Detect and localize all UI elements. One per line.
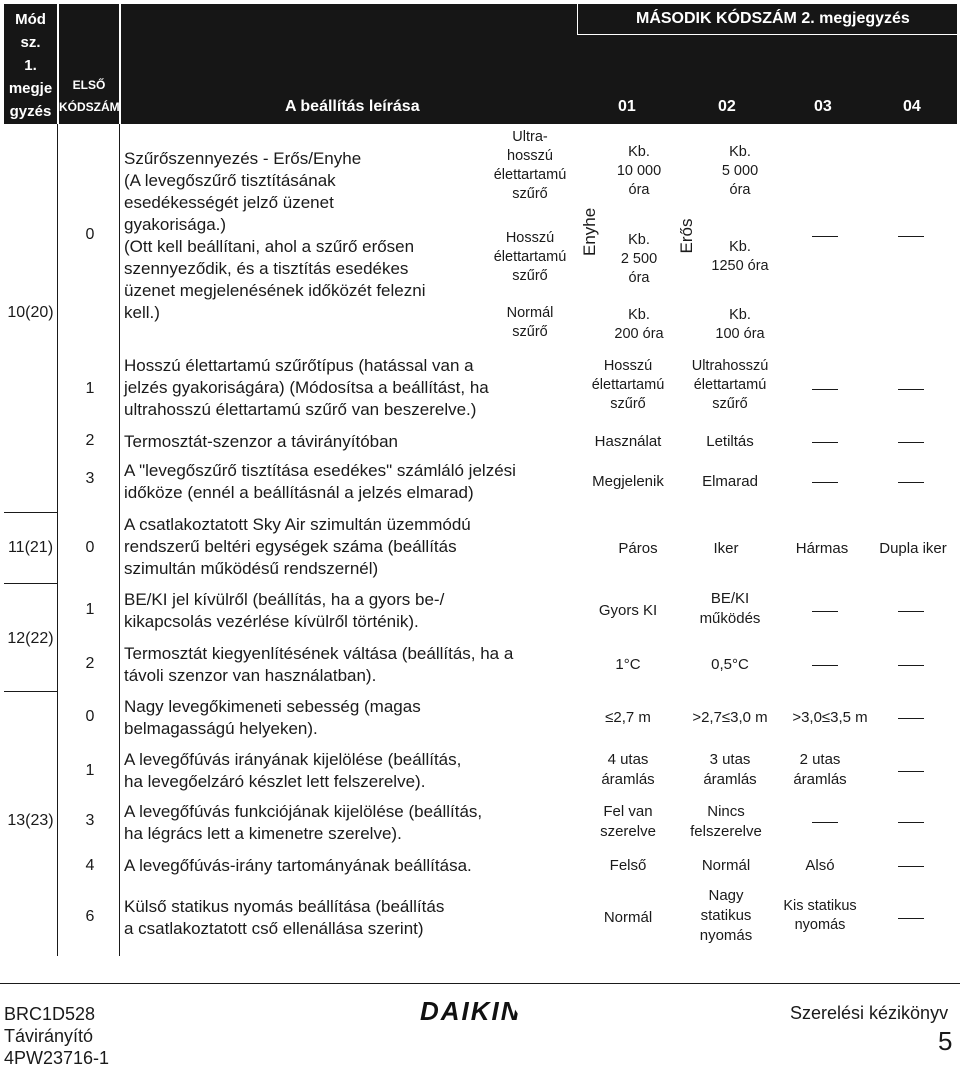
high-air-speed-opt-01: ≤2,7 m [605,709,651,726]
code-0: 0 [85,226,95,243]
thermostat-sensor-opt-01: Használat [594,433,662,450]
daikin-logo-icon [510,1002,534,1020]
high-air-speed-description: Nagy levegőkimeneti sebesség (magas belmagasságú helyeken). [124,697,421,738]
on-off-opt-02: BE/KI működés [699,590,761,627]
static-pressure-opt-03: Kis statikus nyomás [783,898,857,933]
air-range-opt-03: Alsó [805,857,835,874]
thermostat-sensor-description: Termosztát-szenzor a távirányítóban [124,432,399,451]
on-off-signal-description: BE/KI jel kívülről (beállítás, ha a gyors be-/ kikapcsolás vezérlése kívülről történik). [124,590,445,631]
sky-air-units-description: A csatlakoztatott Sky Air szimultán üzemmódú rendszerű beltéri egységek száma (beállítás szimultán működésű rendszernél) [124,515,471,578]
mild-label: Enyhe [580,207,599,256]
header-col-02: 02 [718,98,736,115]
footer-manual-title: Szerelési kézikönyv [790,1003,949,1023]
sky-air-opt-03: Hármas [795,540,849,557]
thermostat-offset-opt-02: 0,5°C [711,656,749,673]
footer-page-number: 5 [938,1026,953,1056]
static-pressure-opt-01: Normál [603,909,653,926]
thermostat-offset-description: Termosztát kiegyenlítésének váltása (beállítás, ha a távoli szenzor van használatban). [124,644,514,685]
thermostat-offset-opt-01: 1°C [615,656,641,673]
code-2: 2 [85,432,95,449]
code-2-r7: 2 [85,655,95,672]
strong-label: Erős [677,218,696,254]
air-direction-opt-03: 2 utas áramlás [793,751,847,788]
mild-hours-1: Kb. 10 000 óra [616,144,662,198]
thermostat-sensor-opt-02: Letiltás [706,433,754,450]
header-mode-label: Mód sz. 1. megje gyzés [8,11,53,120]
static-pressure-opt-02: Nagy statikus nyomás [699,887,753,944]
air-function-opt-01: Fel van szerelve [600,803,656,840]
high-air-speed-opt-03: >3,0≤3,5 m [792,709,868,726]
air-direction-opt-02: 3 utas áramlás [703,751,757,788]
strong-hours-1: Kb. 5 000 óra [721,144,759,198]
filter-type-ultra: Ultra- hosszú élettartamú szűrő [493,129,567,202]
air-direction-description: A levegőfúvás irányának kijelölése (beállítás, ha levegőelzáró készlet lett felszerelve). [124,750,462,791]
air-range-opt-01: Felső [609,857,647,874]
air-range-opt-02: Normál [701,857,751,874]
filter-type-long: Hosszú élettartamú szűrő [493,230,567,284]
strong-hours-3: Kb. 100 óra [715,307,765,342]
filter-counter-description: A "levegőszűrő tisztítása esedékes" számláló jelzési időköze (ennél a beállításnál a jelzés elmarad) [124,461,516,502]
code-0-r8: 0 [85,708,95,725]
mode-13-23: 13(23) [7,812,54,829]
mild-hours-3: Kb. 200 óra [614,307,664,342]
mild-hours-2: Kb. 2 500 óra [620,232,658,286]
code-1-r6: 1 [85,601,95,618]
strong-hours-2: Kb. 1250 óra [711,239,769,274]
long-filter-opt-02: Ultrahosszú élettartamú szűrő [691,358,769,412]
header-description-label: A beállítás leírása [285,98,420,115]
mode-11-21: 11(21) [7,539,54,556]
footer-model: BRC1D528 [4,1004,96,1024]
sky-air-opt-04: Dupla iker [879,540,947,557]
mode-10-20: 10(20) [7,304,54,321]
code-0-r5: 0 [85,539,95,556]
air-direction-opt-01: 4 utas áramlás [601,751,655,788]
header-col-03: 03 [814,98,832,115]
code-1-r9: 1 [85,762,95,779]
filter-type-normal: Normál szűrő [506,305,554,340]
filter-counter-opt-01: Megjelenik [592,473,664,490]
air-function-description: A levegőfúvás funkciójának kijelölése (beállítás, ha légrács lett a kimenetre szerelve). [124,802,483,843]
code-1: 1 [85,380,95,397]
filter-dirt-description: Szűrőszennyezés - Erős/Enyhe (A levegőszűrő tisztításának esedékességét jelző üzenet gyakorisága.) (Ott kell beállítani, ahol a szűrő erősen szennyeződik, és a tisztítás esedékes üzenet megjelenésének időközét felezni kell.) [124,149,426,322]
mode-12-22: 12(22) [7,630,54,647]
sky-air-opt-02: Iker [713,540,739,557]
footer-doc-number: 4PW23716-1 [4,1048,110,1068]
header-col-04: 04 [903,98,921,115]
code-6-r12: 6 [85,908,95,925]
long-filter-opt-01: Hosszú élettartamú szűrő [591,358,665,412]
code-4-r11: 4 [85,857,95,874]
header-second-code-label: MÁSODIK KÓDSZÁM 2. megjegyzés [636,10,910,27]
filter-counter-opt-02: Elmarad [702,473,758,490]
header-first-code-label: ELSŐ KÓDSZÁM [59,78,120,114]
code-3: 3 [85,470,95,487]
brand-name: DAIKIN [420,996,522,1026]
high-air-speed-opt-02: >2,7≤3,0 m [692,709,768,726]
static-pressure-description: Külső statikus nyomás beállítása (beállítás a csatlakoztatott cső ellenállása szerint) [124,897,445,938]
sky-air-opt-01: Páros [618,540,658,557]
air-function-opt-02: Nincs felszerelve [690,803,762,840]
header-col-01: 01 [618,98,636,115]
on-off-opt-01: Gyors KI [598,602,658,619]
footer-product: Távirányító [4,1026,94,1046]
code-3-r10: 3 [85,812,95,829]
air-range-description: A levegőfúvás-irány tartományának beállítása. [124,856,472,875]
long-filter-type-description: Hosszú élettartamú szűrőtípus (hatással van a jelzés gyakoriságára) (Módosítsa a beállítást, ha ultrahosszú élettartamú szűrő van beszerelve.) [124,356,489,419]
